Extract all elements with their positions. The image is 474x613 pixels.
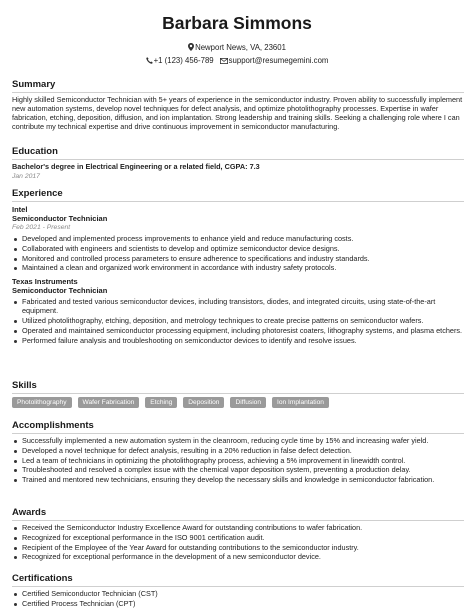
list-item: Monitored and controlled process parameters to ensure adherence to specifications and industry standards. (12, 255, 464, 264)
job-role: Semiconductor Technician (12, 214, 108, 223)
job-company: Intel (12, 205, 28, 214)
skills-heading: Skills (12, 380, 37, 391)
certifications-divider (12, 586, 464, 587)
phone-icon (146, 56, 154, 65)
list-item: Fabricated and tested various semiconductor devices, including transistors, diodes, and integrated circuits, using state-of-the-art equipment. (12, 298, 464, 316)
skill-tag: Deposition (183, 397, 224, 408)
job-bullets (12, 235, 464, 273)
skill-tag: Ion Implantation (272, 397, 329, 408)
education-heading: Education (12, 146, 58, 157)
awards-section (12, 507, 464, 563)
job-entry (12, 277, 464, 345)
summary-heading: Summary (12, 79, 56, 90)
candidate-name: Barbara Simmons (162, 13, 312, 33)
list-item: Maintained a clean and organized work environment in accordance with industry safety protocols. (12, 264, 464, 273)
awards-list (12, 524, 464, 562)
awards-divider (12, 520, 464, 521)
contact-location-line (0, 43, 474, 53)
job-role: Semiconductor Technician (12, 286, 108, 296)
list-item: Operated and maintained semiconductor processing equipment, including photoresist coaters, lithography systems, and plasma etchers. (12, 327, 464, 336)
skills-section (12, 380, 464, 408)
skills-tag-list (12, 397, 464, 408)
location-text: Newport News, VA, 23601 (195, 43, 286, 52)
certifications-heading: Certifications (12, 573, 73, 584)
job-entry (12, 205, 464, 273)
list-item: Recognized for exceptional performance in the development of a new semiconductor device. (12, 553, 464, 562)
list-item: Trained and mentored new technicians, ensuring they develop the necessary skills and knowledge in semiconductor fabrication. (12, 476, 464, 485)
email-icon (220, 56, 229, 65)
accomplishments-section (12, 420, 464, 486)
list-item: Utilized photolithography, etching, deposition, and metrology techniques to create precise patterns on semiconductor wafers. (12, 317, 464, 326)
skill-tag: Diffusion (230, 397, 266, 408)
certifications-list (12, 590, 464, 609)
skills-divider (12, 393, 464, 394)
list-item: Performed failure analysis and troubleshooting on semiconductor devices to identify and resolve issues. (12, 337, 464, 346)
phone-text[interactable]: +1 (123) 456-789 (153, 56, 214, 65)
accomplishments-divider (12, 433, 464, 434)
list-item: Collaborated with engineers and scientists to develop and optimize semiconductor device designs. (12, 245, 464, 254)
location-pin-icon (188, 43, 195, 52)
list-item: Recognized for exceptional performance in the ISO 9001 certification audit. (12, 534, 464, 543)
summary-text: Highly skilled Semiconductor Technician with 5+ years of experience in the semiconductor industry. Proven ability to successfully implement new automation systems, develop novel techniques for defect analysis, and optimize photolithography processes. Expertise in wafer fabrication, etching, deposition, diffusion, and ion implantation. Strong leadership and training skills. Seeking a challenging role where I can contribute my technical expertise and drive continuous improvement in semiconductor manufacturing. (12, 95, 463, 131)
experience-divider (12, 201, 464, 202)
list-item: Developed and implemented process improvements to enhance yield and reduce manufacturing costs. (12, 235, 464, 244)
contact-phone-email-line (0, 56, 474, 66)
skill-tag: Photolithography (12, 397, 72, 408)
education-divider (12, 159, 464, 160)
accomplishments-list (12, 437, 464, 485)
summary-section (12, 79, 464, 132)
list-item: Developed a novel technique for defect analysis, resulting in a 20% reduction in false defect detection. (12, 447, 464, 456)
education-section (12, 146, 464, 181)
list-item: Recipient of the Employee of the Year Award for outstanding contributions to the semiconductor industry. (12, 544, 464, 553)
experience-heading: Experience (12, 188, 63, 199)
skill-tag: Wafer Fabrication (78, 397, 140, 408)
education-degree: Bachelor's degree in Electrical Engineering or a related field, CGPA: 7.3 (12, 162, 260, 171)
list-item: Received the Semiconductor Industry Excellence Award for outstanding contributions to wafer fabrication. (12, 524, 464, 533)
awards-heading: Awards (12, 507, 47, 518)
job-bullets (12, 298, 464, 345)
education-date: Jan 2017 (12, 172, 40, 180)
summary-divider (12, 92, 464, 93)
certifications-section (12, 573, 464, 610)
email-text[interactable]: support@resumegemini.com (228, 56, 329, 65)
accomplishments-heading: Accomplishments (12, 420, 94, 431)
list-item: Successfully implemented a new automation system in the cleanroom, reducing cycle time by 15% and increasing wafer yield. (12, 437, 464, 446)
skill-tag: Etching (145, 397, 177, 408)
list-item: Troubleshooted and resolved a complex issue with the chemical vapor deposition system, preventing a production delay. (12, 466, 464, 475)
job-date: Feb 2021 - Present (12, 224, 71, 231)
job-company: Texas Instruments (12, 277, 78, 287)
list-item: Certified Semiconductor Technician (CST) (12, 590, 464, 599)
list-item: Led a team of technicians in optimizing the photolithography process, achieving a 5% improvement in linewidth control. (12, 457, 464, 466)
experience-section (12, 188, 464, 346)
list-item: Certified Process Technician (CPT) (12, 600, 464, 609)
